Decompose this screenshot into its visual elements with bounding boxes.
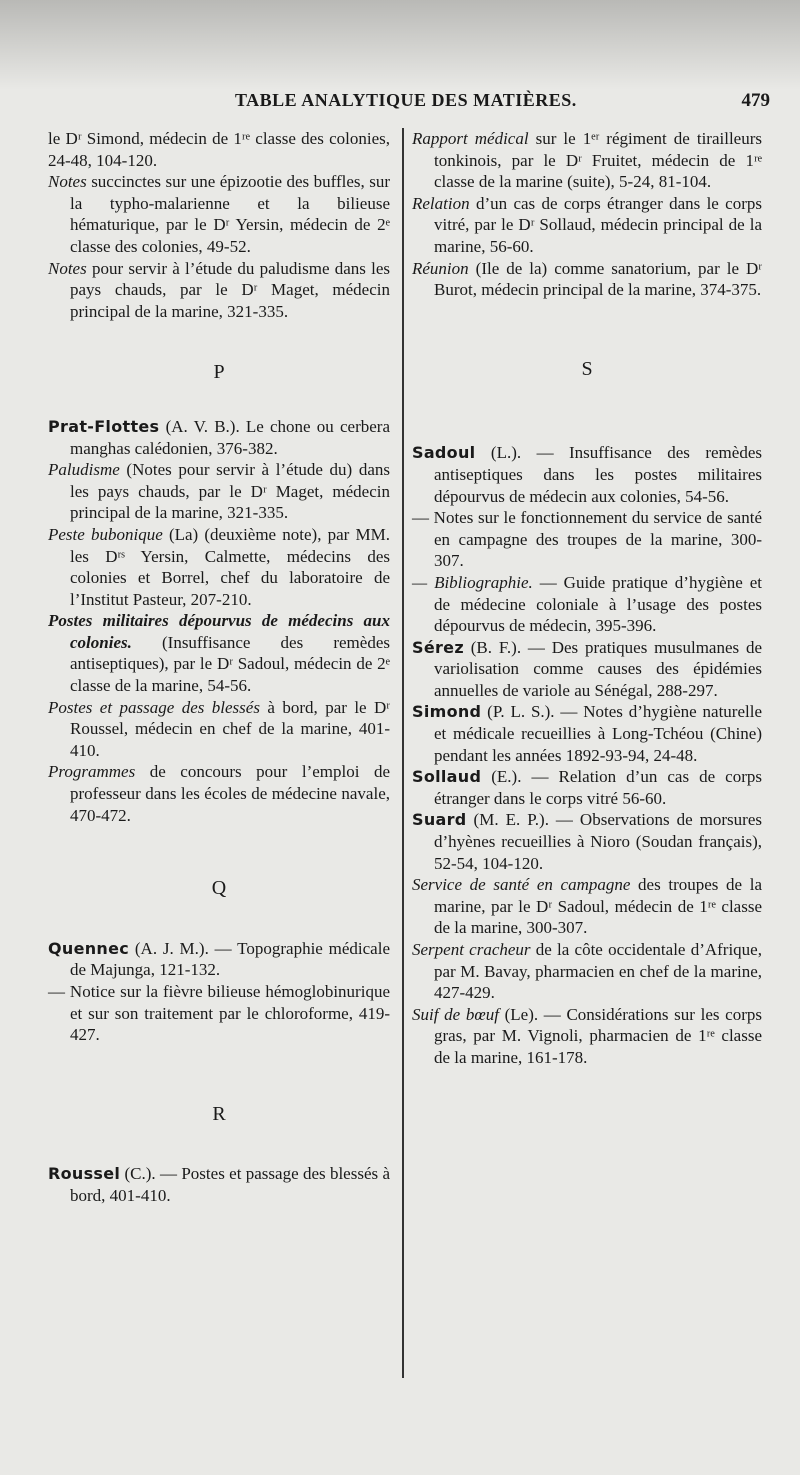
entry-head: Roussel [48,1164,121,1184]
entry-body: à bord, par le Dʳ Roussel, médecin en chef de la marine, 401-410. [70,697,390,760]
running-title: TABLE ANALYTIQUE DES MATIÈRES. [235,90,577,110]
left-column [48,128,390,1207]
index-entry [412,874,762,939]
index-entry [48,258,390,323]
index-entry [412,193,762,258]
section-letter-p: P [213,361,225,384]
index-entry [48,761,390,826]
entry-head: Serpent cracheur [412,940,531,959]
entry-head: Programmes [48,762,136,782]
entry-head: Service de santé en campagne [412,875,631,895]
entry-head: Prat-Flottes [48,416,160,436]
entry-body: (Le). — Considérations sur les corps gras, par M. Vignoli, pharmacien de 1ʳᵉ classe de la marine, 161-178. [434,1004,762,1067]
index-entry [412,701,762,766]
entry-body: (C.). — Postes et passage des blessés à bord, 401-410. [70,1164,390,1205]
index-entry [412,442,762,507]
index-entry [412,766,762,809]
index-entry [48,459,390,524]
entry-body: sur le 1ᵉʳ régiment de tirailleurs tonkinois, par le Dʳ Fruitet, médecin de 1ʳᵉ classe de la marine (suite), 5-24, 81-104. [434,129,762,192]
entry-body: succinctes sur une épizootie des buffles, sur la typho-malarienne et la bilieuse hématurique, par le Dʳ Yersin, médecin de 2ᵉ classe des colonies, 49-52. [70,172,390,256]
index-entry [48,524,390,610]
entry-head: — [412,508,429,528]
section-letter-q: Q [211,877,227,900]
continuation-text: le Dʳ Simond, médecin de 1ʳᵉ classe des colonies, 24-48, 104-120. [48,129,390,170]
entry-body: (Notes pour servir à l’étude du) dans les pays chauds, par le Dʳ Maget, médecin principal de la marine, 321-335. [70,460,390,523]
entry-body: des troupes de la marine, par le Dʳ Sadoul, médecin de 1ʳᵉ classe de la marine, 300-307. [434,875,762,938]
scan-shading [0,0,800,90]
entry-body: (L.). — Insuffisance des remèdes antiseptiques dans les postes militaires dépourvus de médecin aux colonies, 54-56. [434,443,762,506]
index-entry [412,939,762,1004]
entry-head: Réunion [412,258,469,278]
section-letter-s: S [581,357,593,380]
right-column [412,128,762,1069]
index-entry [412,809,762,874]
entry-body: Notice sur la fièvre bilieuse hémoglobinurique et sur son traitement par le chloroforme, 419-427. [65,982,390,1045]
index-entry [412,572,762,637]
index-entry [48,981,390,1046]
entry-head: Sadoul [412,443,476,463]
index-entry [48,171,390,257]
entry-head: Notes [48,172,87,192]
entry-head: Simond [412,702,482,722]
entry-head: Suif de bœuf [412,1004,499,1024]
entry-head: Relation [412,193,470,213]
index-entry [412,128,762,193]
entry-head: Postes et passage des blessés [48,697,260,717]
page-header [40,90,770,118]
entry-body: d’un cas de corps étranger dans le corps vitré, par le Dʳ Sollaud, médecin principal de la marine, 56-60. [434,193,762,256]
entry-body: (La) (deuxième note), par MM. les Dʳˢ Yersin, Calmette, médecins des colonies et Borrel, chef du laboratoire de l’Institut Pasteur, 207-210. [70,524,390,609]
entry-head: Sérez [412,637,464,657]
index-entry [412,258,762,301]
entry-head: Notes [48,258,87,278]
section-letter-r: R [212,1102,226,1125]
entry-body: (Ile de la) comme sanatorium, par le Dʳ Burot, médecin principal de la marine, 374-375. [434,258,762,300]
entry-head: Postes militaires dépourvus de médecins aux colonies. [48,611,390,652]
entry-body: (P. L. S.). — Notes d’hygiène naturelle et médicale recueillies à Long-Tchéou (Chine) pendant les années 1892-93-94, 24-48. [434,702,762,765]
index-entry [412,1004,762,1069]
index-entry [412,637,762,702]
entry-head: Sollaud [412,767,482,787]
index-entry [48,697,390,762]
entry-head: Paludisme [48,460,120,480]
page-number: 479 [741,90,770,111]
entry-body: de concours pour l’emploi de professeur dans les écoles de médecine navale, 470-472. [70,762,390,825]
entry-head: Suard [412,810,467,830]
index-entry [412,507,762,572]
entry-body: Notes sur le fonctionnement du service de santé en campagne des troupes de la marine, 300-307. [429,508,762,571]
entry-body: (Insuffisance des remèdes antiseptiques), par le Dʳ Sadoul, médecin de 2ᵉ classe de la marine, 54-56. [70,632,390,696]
entry-head: — [48,982,65,1001]
index-entry [48,610,390,696]
index-entry [48,416,390,459]
entry-body: — Guide pratique d’hygiène et de médecine coloniale à l’usage des postes dépourvus de médecin, 395-396. [434,572,762,636]
column-divider [402,128,404,1378]
entry-body: (E.). — Relation d’un cas de corps étranger dans le corps vitré 56-60. [434,767,762,808]
entry-body: (A. V. B.). Le chone ou cerbera manghas calédonien, 376-382. [70,416,390,458]
entry-head: Quennec [48,938,130,958]
entry-body: pour servir à l’étude du paludisme dans les pays chauds, par le Dʳ Maget, médecin principal de la marine, 321-335. [70,258,390,321]
entry-body: de la côte occidentale d’Afrique, par M. Bavay, pharmacien en chef de la marine, 427-429. [434,940,762,1003]
entry-head: Peste bubonique [48,524,163,544]
entry-body: (M. E. P.). — Observations de morsures d’hyènes recueillies à Nioro (Soudan français), 52-54, 104-120. [434,810,762,873]
entry-head: Rapport médical [412,129,529,148]
entry-body: (B. F.). — Des pratiques musulmanes de variolisation comme causes des épidémies annuelles de variole au Sénégal, 288-297. [434,637,762,700]
entry-body: (A. J. M.). — Topographie médicale de Majunga, 121-132. [70,938,390,980]
entry-head: — Bibliographie. [412,572,533,592]
index-entry [48,938,390,981]
index-entry [48,1163,390,1206]
